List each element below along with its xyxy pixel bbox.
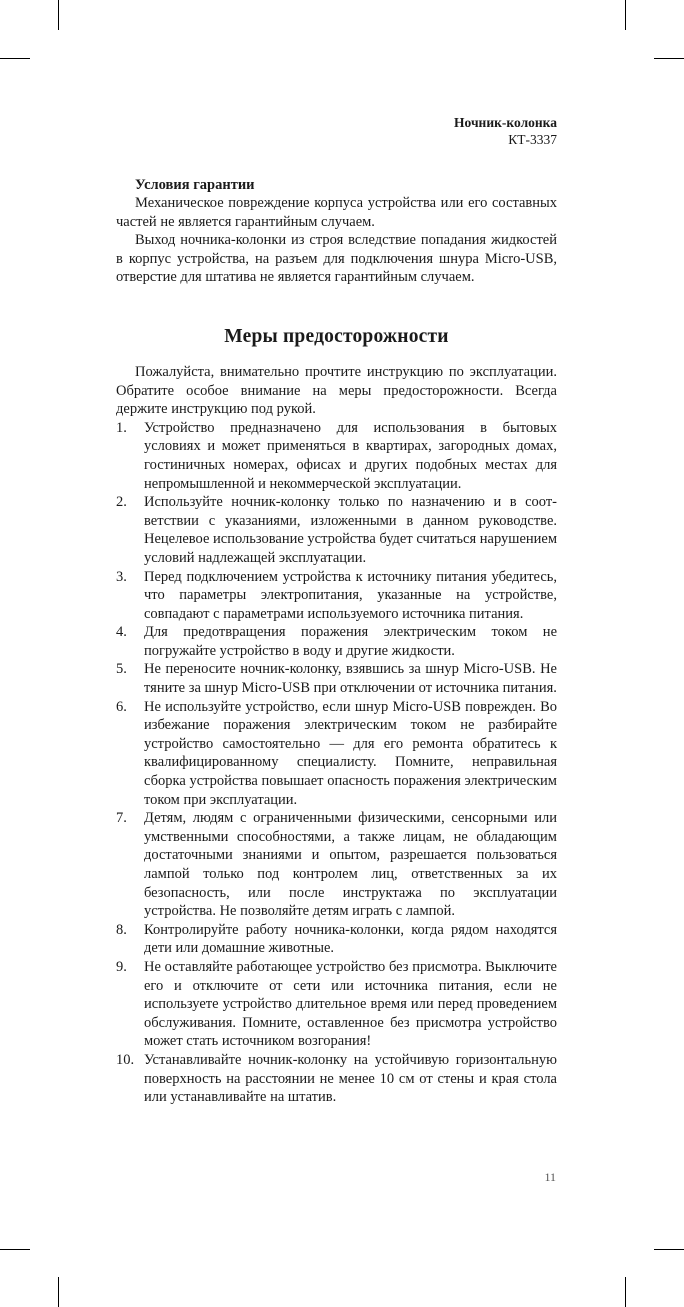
list-item — [116, 809, 557, 921]
list-item — [116, 958, 557, 1051]
product-model: КТ-3337 — [508, 132, 557, 147]
list-item-number: 9. — [116, 958, 127, 975]
precautions-title: Меры предосторожности — [224, 325, 449, 347]
list-item — [116, 1051, 557, 1107]
warranty-title: Условия гарантии — [135, 177, 255, 193]
list-item-text: Не используйте устройство, если шнур Micro-USB поврежден. Во избежание поражения электрическим током не разбирайте устройство самостоятельно — для его ремонта обратитесь к квалифицированному специалисту. Помните, неправильная сборка устройства повышает опасность поражения электрическим током при эксплуатации. — [144, 698, 557, 808]
list-item-number: 7. — [116, 810, 127, 827]
list-item-number: 1. — [116, 419, 127, 436]
list-item — [116, 493, 557, 567]
warranty-paragraph-2: Выход ночника-колонки из строя вследствие попадания жидкостей в корпус устройства, на разъем для подключения шнура Micro-USB, отверстие для штатива не является гарантийным случаем. — [116, 232, 557, 286]
crop-mark-bottom-right — [625, 1277, 626, 1307]
list-item-number: 8. — [116, 921, 127, 938]
list-item-text: Устанавливайте ночник-колонку на устойчивую горизонтальную поверхность на расстоянии не менее 10 см от стены и края стола или устанавливайте на штатив. — [144, 1051, 557, 1106]
product-name: Ночник-колонка — [454, 115, 557, 130]
precautions-list — [116, 419, 557, 1107]
list-item-text: Не оставляйте работающее устройство без присмотра. Выключите его и отключите от сети или источника питания, если не используете устройство длительное время или перед проведением обслуживания. Помните, оставленное без присмотра устройство может стать источником возгорания! — [144, 958, 557, 1050]
crop-mark-left-bottom — [0, 1249, 30, 1250]
page-number: 11 — [544, 1170, 556, 1184]
list-item-number: 6. — [116, 698, 127, 715]
list-item-text: Перед подключением устройства к источнику питания убедитесь, что параметры электропитания, указанные на устройстве, совпадают с параметрами используемого источника питания. — [144, 568, 557, 622]
crop-mark-bottom-left — [58, 1277, 59, 1307]
precautions-intro: Пожалуйста, внимательно прочтите инструкцию по эксплуатации. Обратите особое внимание на меры предосторожности. Всегда держите инструкцию под рукой. — [116, 363, 557, 418]
list-item-text: Не переносите ночник-колонку, взявшись за шнур Micro-USB. Не тяните за шнур Micro-USB при отключении от источника питания. — [144, 661, 557, 697]
list-item — [116, 419, 557, 493]
list-item-text: Контролируйте работу ночника-колонки, когда рядом находятся дети или домашние животные. — [144, 921, 557, 957]
crop-mark-right-bottom — [654, 1249, 684, 1250]
list-item-text: Устройство предназначено для использования в бытовых условиях и может применяться в квартирах, загородных домах, гостиничных номерах, офисах и других подобных местах для непромышленной и некоммерческой эксплуатации. — [144, 419, 557, 492]
document-page — [116, 114, 557, 1107]
list-item — [116, 568, 557, 624]
warranty-paragraph-1: Механическое повреждение корпуса устройства или его составных частей не является гарантийным случаем. — [116, 195, 557, 230]
crop-mark-right-top — [654, 58, 684, 59]
list-item — [116, 660, 557, 697]
list-item-text: Детям, людям с ограниченными физическими, сенсорными или умственными способностями, а также лицам, не обладающим достаточными знаниями и опытом, разрешается пользоваться лампой только под контролем лиц, ответственных за их безопасность, или после инструктажа по эксплуатации устройства. Не позволяйте детям играть с лампой. — [144, 810, 557, 920]
crop-mark-top-left — [58, 0, 59, 30]
list-item — [116, 698, 557, 810]
page-header — [116, 114, 557, 148]
list-item-text: Используйте ночник-колонку только по назначению и в соответствии с указаниями, изложенными в данном руководстве. Нецелевое использование устройства будет считаться нарушением условий надлежащей эксплуатации. — [144, 494, 558, 566]
list-item-text: Для предотвращения поражения электрическим током не погружайте устройство в воду и другие жидкости. — [144, 624, 557, 659]
crop-mark-top-right — [625, 0, 626, 30]
list-item-number: 10. — [116, 1051, 135, 1068]
list-item-number: 2. — [116, 494, 127, 511]
list-item-number: 4. — [116, 624, 127, 641]
list-item — [116, 623, 557, 660]
list-item-number: 3. — [116, 568, 127, 585]
crop-mark-left-top — [0, 58, 30, 59]
list-item-number: 5. — [116, 661, 127, 678]
list-item — [116, 921, 557, 958]
